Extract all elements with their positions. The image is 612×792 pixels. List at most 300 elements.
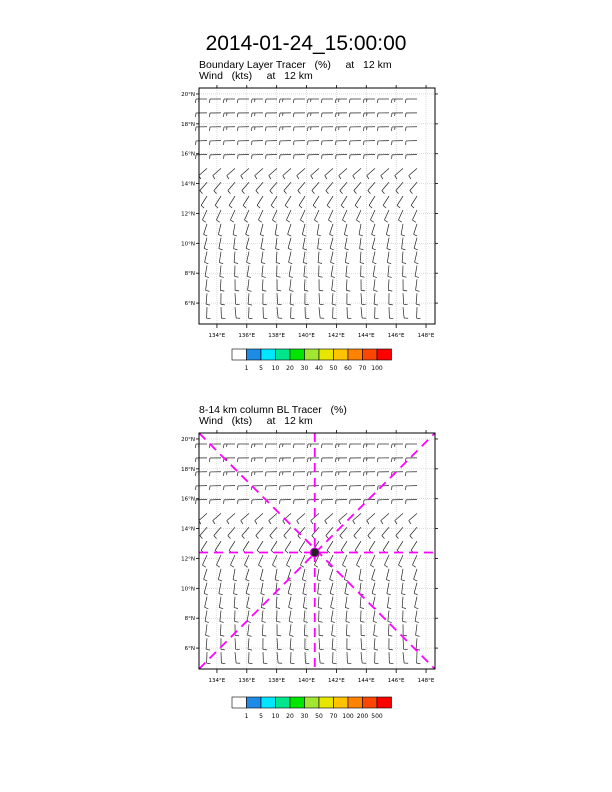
- wind-barb: [359, 569, 363, 581]
- barb-feather: [279, 99, 280, 103]
- barb-shaft: [311, 168, 319, 175]
- wind-barb: [251, 113, 263, 117]
- wind-barb: [235, 307, 240, 318]
- lat-tick-label: 12°N: [181, 556, 195, 563]
- wind-barb: [321, 458, 333, 462]
- lat-tick-label: 16°N: [181, 151, 195, 158]
- barb-feather: [248, 290, 252, 291]
- wind-barb: [319, 611, 323, 623]
- barb-feather: [314, 565, 317, 567]
- barb-shaft: [397, 541, 403, 550]
- barb-shaft: [332, 638, 333, 649]
- wind-barb: [373, 252, 377, 264]
- barb-feather: [276, 249, 280, 250]
- lat-tick-label: 10°N: [181, 586, 195, 593]
- barb-feather: [261, 607, 265, 608]
- wind-barb: [331, 611, 335, 623]
- barb-feather: [330, 593, 334, 595]
- wind-barb: [224, 127, 235, 131]
- barb-feather: [314, 220, 317, 222]
- barb-feather: [305, 649, 309, 650]
- barb-shaft: [269, 513, 277, 520]
- barb-shaft: [353, 168, 361, 175]
- wind-barb: [378, 155, 389, 159]
- barb-feather: [402, 249, 406, 250]
- wind-barb: [416, 279, 420, 291]
- barb-shaft: [355, 196, 361, 205]
- wind-barb: [300, 210, 305, 222]
- barb-feather: [290, 635, 294, 636]
- colorbar-label: 20: [286, 365, 294, 372]
- barb-shaft: [384, 555, 389, 565]
- lon-tick-label: 134°E: [208, 678, 226, 684]
- wind-barb: [411, 541, 417, 553]
- colorbar-swatch: [377, 349, 392, 360]
- wind-barb: [406, 155, 417, 159]
- wind-barb: [204, 224, 208, 236]
- barb-shaft: [359, 569, 361, 580]
- barb-shaft: [205, 597, 207, 608]
- barb-feather: [346, 621, 350, 622]
- barb-shaft: [269, 168, 277, 175]
- barb-feather: [230, 220, 233, 222]
- barb-shaft: [409, 168, 417, 175]
- wind-barb: [196, 472, 207, 476]
- barb-feather: [262, 276, 266, 277]
- wind-barb: [339, 168, 347, 179]
- barb-shaft: [234, 252, 235, 263]
- barb-shaft: [373, 266, 375, 277]
- barb-feather: [401, 235, 405, 236]
- wind-barb: [330, 569, 334, 581]
- wind-barb: [321, 113, 333, 117]
- wind-barb: [256, 182, 263, 193]
- barb-shaft: [219, 252, 221, 263]
- barb-shaft: [401, 224, 403, 235]
- wind-barb: [318, 252, 322, 264]
- barb-feather: [279, 458, 280, 462]
- wind-barb: [257, 541, 263, 553]
- barb-feather: [345, 262, 349, 263]
- colorbar-swatch: [290, 697, 305, 708]
- barb-feather: [388, 290, 392, 291]
- wind-barb: [364, 155, 375, 159]
- wind-barb: [265, 99, 277, 103]
- wind-barb: [266, 141, 277, 145]
- barb-shaft: [341, 196, 347, 205]
- wind-barb: [346, 611, 350, 623]
- barb-feather: [251, 99, 252, 103]
- barb-feather: [319, 276, 323, 277]
- wind-barb: [205, 252, 209, 264]
- barb-shaft: [414, 569, 417, 579]
- barb-shaft: [402, 597, 403, 608]
- wind-barb: [289, 611, 293, 623]
- wind-barb: [387, 252, 391, 264]
- barb-feather: [223, 113, 224, 117]
- lon-tick-label: 138°E: [268, 333, 286, 339]
- wind-barb: [410, 182, 417, 193]
- wind-barb: [260, 224, 264, 236]
- barb-shaft: [304, 279, 305, 290]
- wind-barb: [252, 472, 263, 476]
- wind-barb: [331, 252, 335, 264]
- barb-shaft: [397, 196, 403, 205]
- barb-shaft: [199, 168, 207, 175]
- barb-feather: [395, 521, 397, 524]
- wind-barb: [336, 141, 347, 145]
- barb-feather: [330, 234, 334, 236]
- barb-feather: [367, 176, 369, 179]
- wind-barb: [395, 513, 403, 524]
- barb-shaft: [218, 569, 221, 580]
- barb-shaft: [246, 238, 249, 249]
- barb-shaft: [414, 238, 417, 249]
- barb-shaft: [289, 611, 291, 622]
- barb-feather: [202, 220, 205, 222]
- barb-shaft: [229, 196, 235, 205]
- barb-shaft: [369, 196, 375, 205]
- barb-feather: [345, 249, 349, 250]
- barb-feather: [416, 304, 420, 305]
- wind-barb: [279, 99, 291, 103]
- wind-barb: [349, 99, 361, 103]
- wind-barb: [364, 127, 375, 131]
- barb-shaft: [345, 252, 347, 263]
- barb-shaft: [275, 569, 277, 580]
- barb-feather: [285, 205, 288, 208]
- wind-barb: [277, 652, 282, 663]
- barb-shaft: [388, 624, 389, 635]
- barb-feather: [340, 191, 343, 194]
- panel2-subtitle-wind: Wind (kts) at 12 km: [199, 415, 313, 427]
- wind-barb: [361, 652, 366, 663]
- colorbar-swatch: [305, 697, 320, 708]
- barb-shaft: [416, 279, 417, 290]
- barb-shaft: [277, 652, 278, 663]
- wind-barb: [346, 624, 350, 636]
- wind-barb: [325, 168, 333, 179]
- wind-barb: [412, 555, 417, 567]
- wind-barb: [372, 569, 376, 581]
- lat-tick-label: 6°N: [184, 301, 195, 308]
- wind-barb: [293, 113, 305, 117]
- barb-feather: [384, 220, 387, 222]
- barb-shaft: [257, 196, 263, 205]
- barb-feather: [195, 99, 196, 103]
- barb-feather: [248, 304, 252, 305]
- wind-barb: [415, 266, 419, 278]
- colorbar-swatch: [276, 697, 291, 708]
- wind-barb: [415, 597, 419, 609]
- barb-feather: [347, 649, 351, 650]
- barb-feather: [346, 276, 350, 277]
- wind-barb: [277, 266, 281, 278]
- barb-shaft: [361, 307, 362, 318]
- barb-feather: [289, 276, 293, 277]
- wind-barb: [269, 513, 277, 524]
- barb-feather: [271, 205, 274, 208]
- barb-feather: [289, 262, 293, 263]
- barb-feather: [220, 621, 224, 622]
- wind-barb: [276, 597, 280, 609]
- lon-tick-label: 140°E: [298, 678, 315, 684]
- barb-feather: [213, 521, 215, 524]
- wind-barb: [401, 569, 405, 581]
- wind-barb: [384, 555, 389, 567]
- barb-shaft: [411, 196, 417, 205]
- wind-barb: [361, 279, 365, 291]
- barb-feather: [382, 536, 385, 539]
- barb-shaft: [271, 196, 277, 205]
- barb-feather: [293, 113, 294, 117]
- wind-barb: [224, 500, 235, 504]
- wind-barb: [241, 513, 249, 524]
- wind-barb: [293, 444, 305, 448]
- wind-barb: [262, 611, 266, 623]
- barb-feather: [412, 220, 415, 222]
- wind-barb: [234, 238, 238, 250]
- colorbar-swatch: [319, 349, 334, 360]
- barb-shaft: [313, 196, 319, 205]
- barb-shaft: [327, 541, 333, 550]
- colorbar-label: 40: [315, 365, 323, 372]
- barb-feather: [375, 318, 379, 319]
- barb-shaft: [330, 238, 333, 249]
- barb-feather: [318, 608, 322, 609]
- barb-feather: [318, 263, 322, 264]
- barb-feather: [276, 594, 280, 595]
- barb-shaft: [386, 224, 389, 235]
- barb-shaft: [218, 224, 221, 235]
- wind-barb: [354, 527, 361, 538]
- barb-feather: [293, 99, 294, 103]
- barb-shaft: [227, 513, 235, 520]
- panel1-subtitle-field: Boundary Layer Tracer (%) at 12 km: [199, 59, 392, 71]
- wind-barb: [364, 472, 375, 476]
- wind-barb: [265, 458, 277, 462]
- wind-barb: [402, 583, 406, 595]
- wind-barb: [277, 279, 281, 291]
- barb-shaft: [328, 210, 333, 220]
- wind-barb: [349, 458, 361, 462]
- wind-barb: [303, 252, 307, 264]
- barb-feather: [218, 235, 222, 237]
- wind-barb: [290, 624, 294, 636]
- lat-tick-label: 18°N: [181, 121, 195, 128]
- barb-feather: [349, 444, 350, 448]
- barb-feather: [265, 99, 266, 103]
- barb-feather: [415, 607, 419, 608]
- barb-shaft: [205, 266, 207, 277]
- barb-shaft: [283, 168, 291, 175]
- wind-barb: [409, 513, 417, 524]
- barb-shaft: [314, 210, 319, 220]
- wind-barb: [403, 652, 408, 663]
- wind-barb: [367, 513, 375, 524]
- lat-tick-label: 6°N: [184, 646, 195, 653]
- wind-barb: [354, 182, 361, 193]
- wind-barb: [369, 541, 375, 553]
- colorbar-label: 100: [342, 713, 354, 720]
- barb-feather: [373, 621, 377, 622]
- wind-barb: [251, 444, 263, 448]
- wind-barb: [215, 541, 221, 553]
- wind-barb: [332, 624, 336, 636]
- wind-barb: [392, 127, 403, 131]
- barb-feather: [402, 608, 406, 609]
- wind-barb: [388, 611, 392, 623]
- barb-feather: [318, 594, 322, 595]
- wind-barb: [367, 168, 375, 179]
- barb-feather: [416, 290, 420, 291]
- wind-barb: [238, 155, 249, 159]
- barb-feather: [330, 579, 334, 581]
- barb-feather: [377, 99, 378, 103]
- wind-barb: [280, 500, 291, 504]
- barb-shaft: [235, 652, 236, 663]
- wind-barb: [247, 266, 251, 278]
- wind-barb: [318, 238, 322, 250]
- barb-shaft: [388, 611, 389, 622]
- wind-barb: [288, 238, 292, 250]
- barb-feather: [290, 649, 294, 650]
- barb-shaft: [415, 252, 417, 263]
- wind-barb: [251, 458, 263, 462]
- wind-barb: [347, 307, 351, 318]
- wind-barb: [302, 569, 306, 581]
- barb-feather: [415, 262, 419, 263]
- wind-barb: [201, 196, 207, 208]
- wind-barb: [417, 307, 421, 319]
- barb-feather: [344, 235, 348, 237]
- wind-barb: [280, 155, 291, 159]
- wind-barb: [387, 583, 391, 595]
- barb-shaft: [388, 279, 389, 290]
- wind-barb: [200, 182, 207, 193]
- barb-feather: [414, 234, 418, 236]
- barb-feather: [233, 580, 237, 581]
- wind-barb: [230, 555, 235, 567]
- wind-barb: [219, 583, 223, 595]
- barb-feather: [370, 220, 373, 222]
- wind-barb: [387, 597, 391, 609]
- barb-shaft: [288, 238, 291, 249]
- wind-barb: [297, 168, 305, 179]
- barb-feather: [319, 635, 323, 636]
- barb-feather: [327, 205, 330, 208]
- barb-shaft: [248, 279, 249, 290]
- barb-feather: [262, 635, 266, 636]
- barb-feather: [209, 458, 210, 462]
- barb-shaft: [220, 279, 221, 290]
- wind-barb: [345, 252, 349, 264]
- wind-barb: [350, 141, 361, 145]
- barb-shaft: [369, 541, 375, 550]
- wind-barb: [207, 307, 211, 319]
- wind-barb: [277, 624, 281, 636]
- wind-barb: [339, 513, 347, 524]
- barb-shaft: [415, 266, 417, 277]
- wind-barb: [332, 279, 336, 291]
- wind-barb: [344, 569, 348, 581]
- colorbar-label: 70: [329, 713, 338, 720]
- wind-barb: [345, 238, 349, 250]
- wind-barb: [266, 127, 277, 131]
- lon-tick-label: 148°E: [417, 678, 435, 684]
- barb-feather: [307, 444, 308, 448]
- barb-shaft: [234, 597, 235, 608]
- wind-barb: [409, 168, 417, 179]
- barb-shaft: [261, 252, 263, 263]
- wind-barb: [263, 307, 267, 318]
- barb-shaft: [272, 210, 277, 220]
- wind-barb: [246, 224, 250, 236]
- wind-barb: [294, 500, 305, 504]
- barb-shaft: [233, 224, 235, 235]
- barb-feather: [205, 607, 209, 608]
- wind-barb: [294, 155, 305, 159]
- barb-shaft: [220, 266, 221, 277]
- wind-barb: [405, 113, 417, 117]
- barb-shaft: [339, 513, 347, 520]
- wind-barb: [388, 279, 392, 291]
- barb-feather: [403, 635, 407, 636]
- barb-feather: [286, 565, 289, 567]
- barb-feather: [219, 249, 223, 250]
- barb-shaft: [235, 638, 236, 649]
- barb-shaft: [277, 293, 278, 304]
- wind-barb: [340, 182, 347, 193]
- barb-shaft: [204, 224, 207, 234]
- barb-feather: [330, 248, 334, 250]
- wind-barb: [397, 541, 403, 553]
- barb-feather: [227, 176, 229, 179]
- wind-barb: [214, 527, 221, 538]
- wind-barb: [378, 141, 389, 145]
- barb-shaft: [248, 293, 249, 304]
- wind-barb: [414, 238, 418, 250]
- wind-barb: [402, 238, 406, 250]
- barb-feather: [417, 663, 421, 664]
- wind-barb: [234, 252, 238, 264]
- barb-feather: [332, 635, 336, 636]
- barb-feather: [415, 276, 419, 277]
- barb-feather: [347, 304, 351, 305]
- barb-feather: [206, 649, 210, 650]
- barb-shaft: [317, 224, 319, 235]
- wind-barb: [260, 569, 264, 581]
- barb-feather: [234, 608, 238, 609]
- barb-feather: [321, 458, 322, 462]
- barb-feather: [204, 579, 208, 581]
- wind-barb: [218, 569, 222, 581]
- wind-barb: [326, 182, 333, 193]
- barb-feather: [242, 191, 245, 194]
- wind-barb: [319, 307, 324, 318]
- barb-feather: [256, 191, 259, 194]
- lon-tick-label: 146°E: [387, 678, 405, 684]
- wind-barb: [248, 279, 252, 291]
- wind-barb: [347, 652, 351, 663]
- wind-barb: [196, 486, 207, 490]
- wind-barb: [235, 652, 240, 663]
- barb-feather: [241, 176, 243, 179]
- barb-shaft: [220, 624, 221, 635]
- barb-feather: [345, 594, 349, 595]
- wind-barb: [280, 127, 291, 131]
- barb-shaft: [402, 252, 403, 263]
